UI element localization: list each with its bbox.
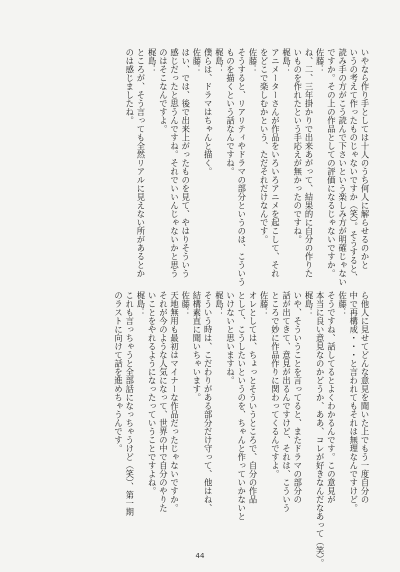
text-column: いや、そういうことを言ってると、またドラマの部分の [292,291,303,504]
text-column: 中で再構成・・・と言われてもそれは無理なんですけど。 [348,291,359,512]
text-column: いやなら作り手としては十人のうち何人に解らせるのかと [360,48,370,269]
text-column: 梶島： [135,291,146,317]
text-column: いことをやれるようになったっていうことですよね。 [147,291,158,495]
text-column: 佐藤： [259,291,270,317]
text-column: そういう時は、こだわりがある部分だけ守って、他はね、 [203,291,214,512]
interview-text-top [124,48,370,286]
text-column: いうの考えて作ったものじゃないですか（笑）。そうすると、 [348,48,359,282]
text-column: のは感じましたね。 [124,48,135,125]
text-column: 佐藤： [315,48,326,74]
text-column: 佐藤： [180,291,191,317]
text-column: をどこで楽しむかという、ただそれだけなんです。 [259,48,270,244]
text-column: アニメーターさんが作品をいろいろアニメを起こして、それ [270,48,281,278]
text-column: のはそこなんですよ。 [158,48,169,133]
text-column: 佐藤： [337,291,348,317]
text-column: として、こうしたいというのを、ちゃんと作っていかないと [236,291,247,521]
text-column: ですか。その上の作品としての評価になるじゃないですか。 [326,48,337,278]
text-column: のラストに向けて話を進めちゃうんです。 [113,291,124,453]
text-column: ところで妙に作品作りに関わってくるんですよ。 [270,291,281,478]
text-column: 佐藤： [191,48,202,74]
text-column: 感じだったと思うんですね。それでいいんじゃないかと思う [169,48,180,278]
text-column: 梶島： [214,291,225,317]
text-column: ね、二、三年掛かりで出来あがって、結果的に自分の作りた [303,48,314,278]
text-column: そうすると、リアリティやドラマの部分というのは、こういう [236,48,247,286]
text-column: 天地無用も最初はマイナーな作品だったじゃないですか。 [169,291,180,512]
text-column: ものを描くという話なんですね。 [225,48,236,176]
text-column: そうですね、話してるとよくわかるんです。この意見が [326,291,337,504]
text-column: はい、では、後で出来上がったものを見て、やはりそういう [180,48,191,278]
text-column: ところが、そう言っても全然リアルに見えない所があるとか [135,48,146,278]
text-column: 読み手の方がこう読んで下さいという楽しみ方が明確じゃない [337,48,348,286]
text-column: 僕らは、ドラマはちゃんと描く。 [203,48,214,176]
text-column: 梶島： [214,48,225,74]
text-column: 佐藤： [247,48,258,74]
text-column: これも言っちゃうと全部話になっちゃうけど（笑）、第一期 [124,291,135,517]
text-column: 梶島： [281,48,292,74]
page-number: 44 [195,552,205,560]
text-column: 本当に良い意見なのかどうか、ああ、コレが好きなんだなあって（笑）。 [315,291,326,568]
text-column: いものを作れたという手応えが無かったのですね。 [292,48,303,244]
text-column: 梶島： [147,48,158,74]
text-column: ら他人に見せてどんな意見を聞いた上でもう一度自分の [360,291,370,504]
text-column: オレとしては、ちょっとそういうところで、自分の作品 [247,291,258,504]
text-column: それが今のような人気になって、世界の中で自分のやりた [158,291,169,512]
text-column: 梶島： [303,291,314,317]
text-column: 結構素直に聞いちゃいます。 [191,291,202,402]
text-column: 話が出てきて、意見が出るんですけど、それは、こういう [281,291,292,512]
text-column: いけないと思いますね。 [225,291,236,385]
